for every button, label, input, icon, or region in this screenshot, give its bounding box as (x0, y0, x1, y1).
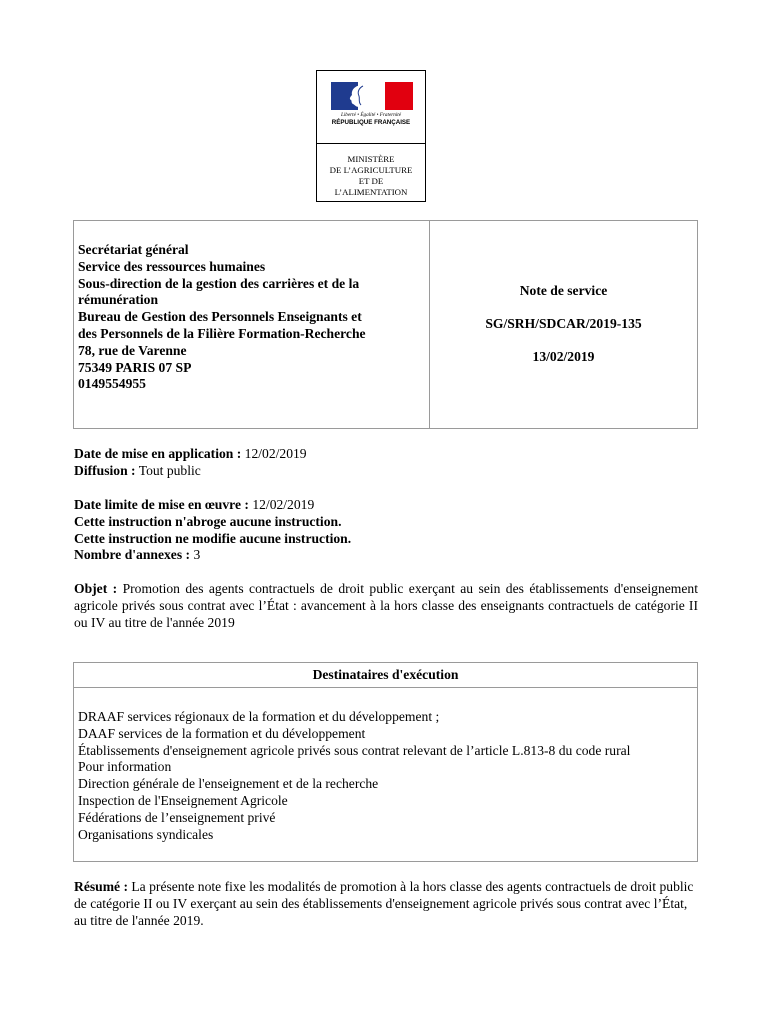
issuer-address (74, 221, 430, 428)
resume-paragraph (74, 879, 698, 929)
republic-name: RÉPUBLIQUE FRANÇAISE (331, 119, 411, 126)
objet-paragraph (74, 581, 698, 631)
annexes-label: Nombre d'annexes : (74, 547, 191, 563)
header-table (73, 220, 698, 429)
limit-date-label: Date limite de mise en œuvre : (74, 497, 249, 512)
issuer-line: 78, rue de Varenne (78, 342, 187, 358)
issuer-line: Sous-direction de la gestion des carrières et de la (78, 275, 360, 291)
ministry-line: L’ALIMENTATION (334, 187, 408, 197)
recipient-line: DAAF services de la formation et du développement (78, 725, 366, 741)
note-title: Note de service (519, 283, 608, 298)
objet-text: Promotion des agents contractuels de droit public exerçant au sein des établissements d'enseignement agricole privés sous contrat avec l’État : avancement à la hors classe des enseignants contractuels de catégorie II ou IV au titre de l'année 2019 (74, 581, 698, 630)
application-date (74, 446, 699, 463)
note-reference: SG/SRH/SDCAR/2019-135 (485, 315, 642, 331)
issuer-line: Secrétariat général (78, 242, 189, 257)
abroge-statement: Cette instruction n'abroge aucune instruction. (74, 513, 342, 529)
recipients-list (74, 688, 697, 843)
application-date-label: Date de mise en application : (74, 446, 242, 461)
ministry-logo (316, 70, 426, 202)
issuer-line: Bureau de Gestion des Personnels Enseignants et (78, 309, 362, 325)
recipient-line: Direction générale de l'enseignement et de la recherche (78, 776, 379, 792)
recipient-line: Fédérations de l’enseignement privé (78, 809, 276, 825)
issuer-line: Service des ressources humaines (78, 258, 266, 274)
application-info (74, 446, 699, 480)
issuer-line: rémunération (78, 292, 159, 308)
issuer-line: 75349 PARIS 07 SP (78, 359, 192, 375)
limit-date (74, 497, 699, 514)
recipient-line: Pour information (78, 759, 172, 775)
annexes-value: 3 (190, 547, 201, 563)
diffusion-label: Diffusion : (74, 462, 136, 478)
diffusion (74, 463, 699, 480)
recipient-line: Organisations syndicales (78, 826, 214, 842)
ministry-line: MINISTÈRE (347, 154, 395, 164)
issuer-line: 0149554955 (78, 376, 146, 392)
modifie-statement: Cette instruction ne modifie aucune instruction. (74, 530, 352, 546)
republic-motto: Liberté • Égalité • Fraternité (340, 112, 402, 118)
ministry-name (317, 144, 425, 198)
annexes-count (74, 547, 699, 564)
recipient-line: Établissements d'enseignement agricole privés sous contrat relevant de l’article L.813-8 du code rural (78, 742, 631, 758)
resume-text: La présente note fixe les modalités de promotion à la hors classe des agents contractuels de droit public de catégorie II ou IV exerçant au sein des établissements d'enseignement agricole privés sous contrat avec l’État, au titre de l'année 2019. (74, 879, 694, 928)
note-date: 13/02/2019 (532, 348, 595, 364)
recipient-line: DRAAF services régionaux de la formation et du développement ; (78, 709, 440, 724)
diffusion-value: Tout public (135, 462, 201, 478)
issuer-line: des Personnels de la Filière Formation-Recherche (78, 325, 366, 341)
instruction-info (74, 497, 699, 564)
limit-date-value: 12/02/2019 (248, 497, 315, 512)
recipient-line: Inspection de l'Enseignement Agricole (78, 792, 288, 808)
recipients-table (73, 662, 698, 862)
republic-logo (317, 71, 425, 144)
recipients-heading: Destinataires d'exécution (74, 663, 697, 688)
ministry-line: ET DE (358, 176, 384, 186)
resume-label: Résumé : (74, 879, 128, 894)
note-reference-cell (430, 221, 697, 428)
ministry-line: DE L’AGRICULTURE (329, 165, 413, 175)
flag-red-band (385, 82, 413, 110)
marianne-profile-icon (343, 83, 369, 109)
objet-label: Objet : (74, 581, 118, 596)
application-date-value: 12/02/2019 (241, 446, 307, 461)
